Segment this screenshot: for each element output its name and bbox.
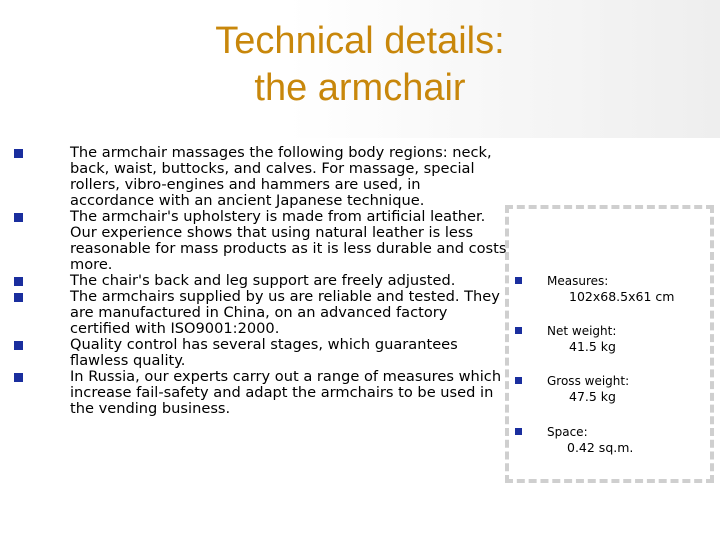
spec-label: Net weight: xyxy=(547,324,617,338)
spec-value: 41.5 kg xyxy=(569,339,616,354)
feature-list xyxy=(14,145,509,417)
spec-value: 0.42 sq.m. xyxy=(567,440,634,455)
spec-label: Gross weight: xyxy=(547,374,630,388)
square-bullet-icon xyxy=(515,428,522,435)
square-bullet-icon xyxy=(14,341,23,350)
feature-text: In Russia, our experts carry out a range of measures which increase fail-safety and adapt the armchairs to be used in the vending business. xyxy=(70,368,502,417)
square-bullet-icon xyxy=(14,213,23,222)
spec-label: Measures: xyxy=(547,274,609,288)
square-bullet-icon xyxy=(515,327,522,334)
feature-text: The armchair massages the following body regions: neck, back, waist, buttocks, and calves. For massage, special rollers, vibro-engines and hammers are used, in accordance with an ancient Japanese technique. xyxy=(70,144,492,209)
spec-label: Space: xyxy=(547,425,588,439)
feature-text: The chair's back and leg support are freely adjusted. xyxy=(70,272,456,289)
feature-item xyxy=(14,337,509,369)
square-bullet-icon xyxy=(14,149,23,158)
square-bullet-icon xyxy=(515,277,522,284)
feature-item xyxy=(14,369,509,417)
square-bullet-icon xyxy=(14,373,23,382)
square-bullet-icon xyxy=(14,277,23,286)
square-bullet-icon xyxy=(14,293,23,302)
feature-item xyxy=(14,273,509,289)
spec-value: 102x68.5x61 cm xyxy=(569,289,675,304)
feature-item xyxy=(14,145,509,209)
spec-value: 47.5 kg xyxy=(569,389,616,404)
feature-text: Quality control has several stages, which guarantees flawless quality. xyxy=(70,336,458,369)
slide-title xyxy=(0,18,720,112)
slide-title-line-2: the armchair xyxy=(254,67,466,109)
feature-item xyxy=(14,289,509,337)
slide-title-line-1: Technical details: xyxy=(215,20,505,62)
feature-text: The armchairs supplied by us are reliable and tested. They are manufactured in China, on an advanced factory certified with ISO9001:2000. xyxy=(70,288,500,337)
square-bullet-icon xyxy=(515,377,522,384)
feature-text: The armchair's upholstery is made from artificial leather. Our experience shows that using natural leather is less reasonable for mass products as it is less durable and costs more. xyxy=(70,208,507,273)
feature-item xyxy=(14,209,509,273)
